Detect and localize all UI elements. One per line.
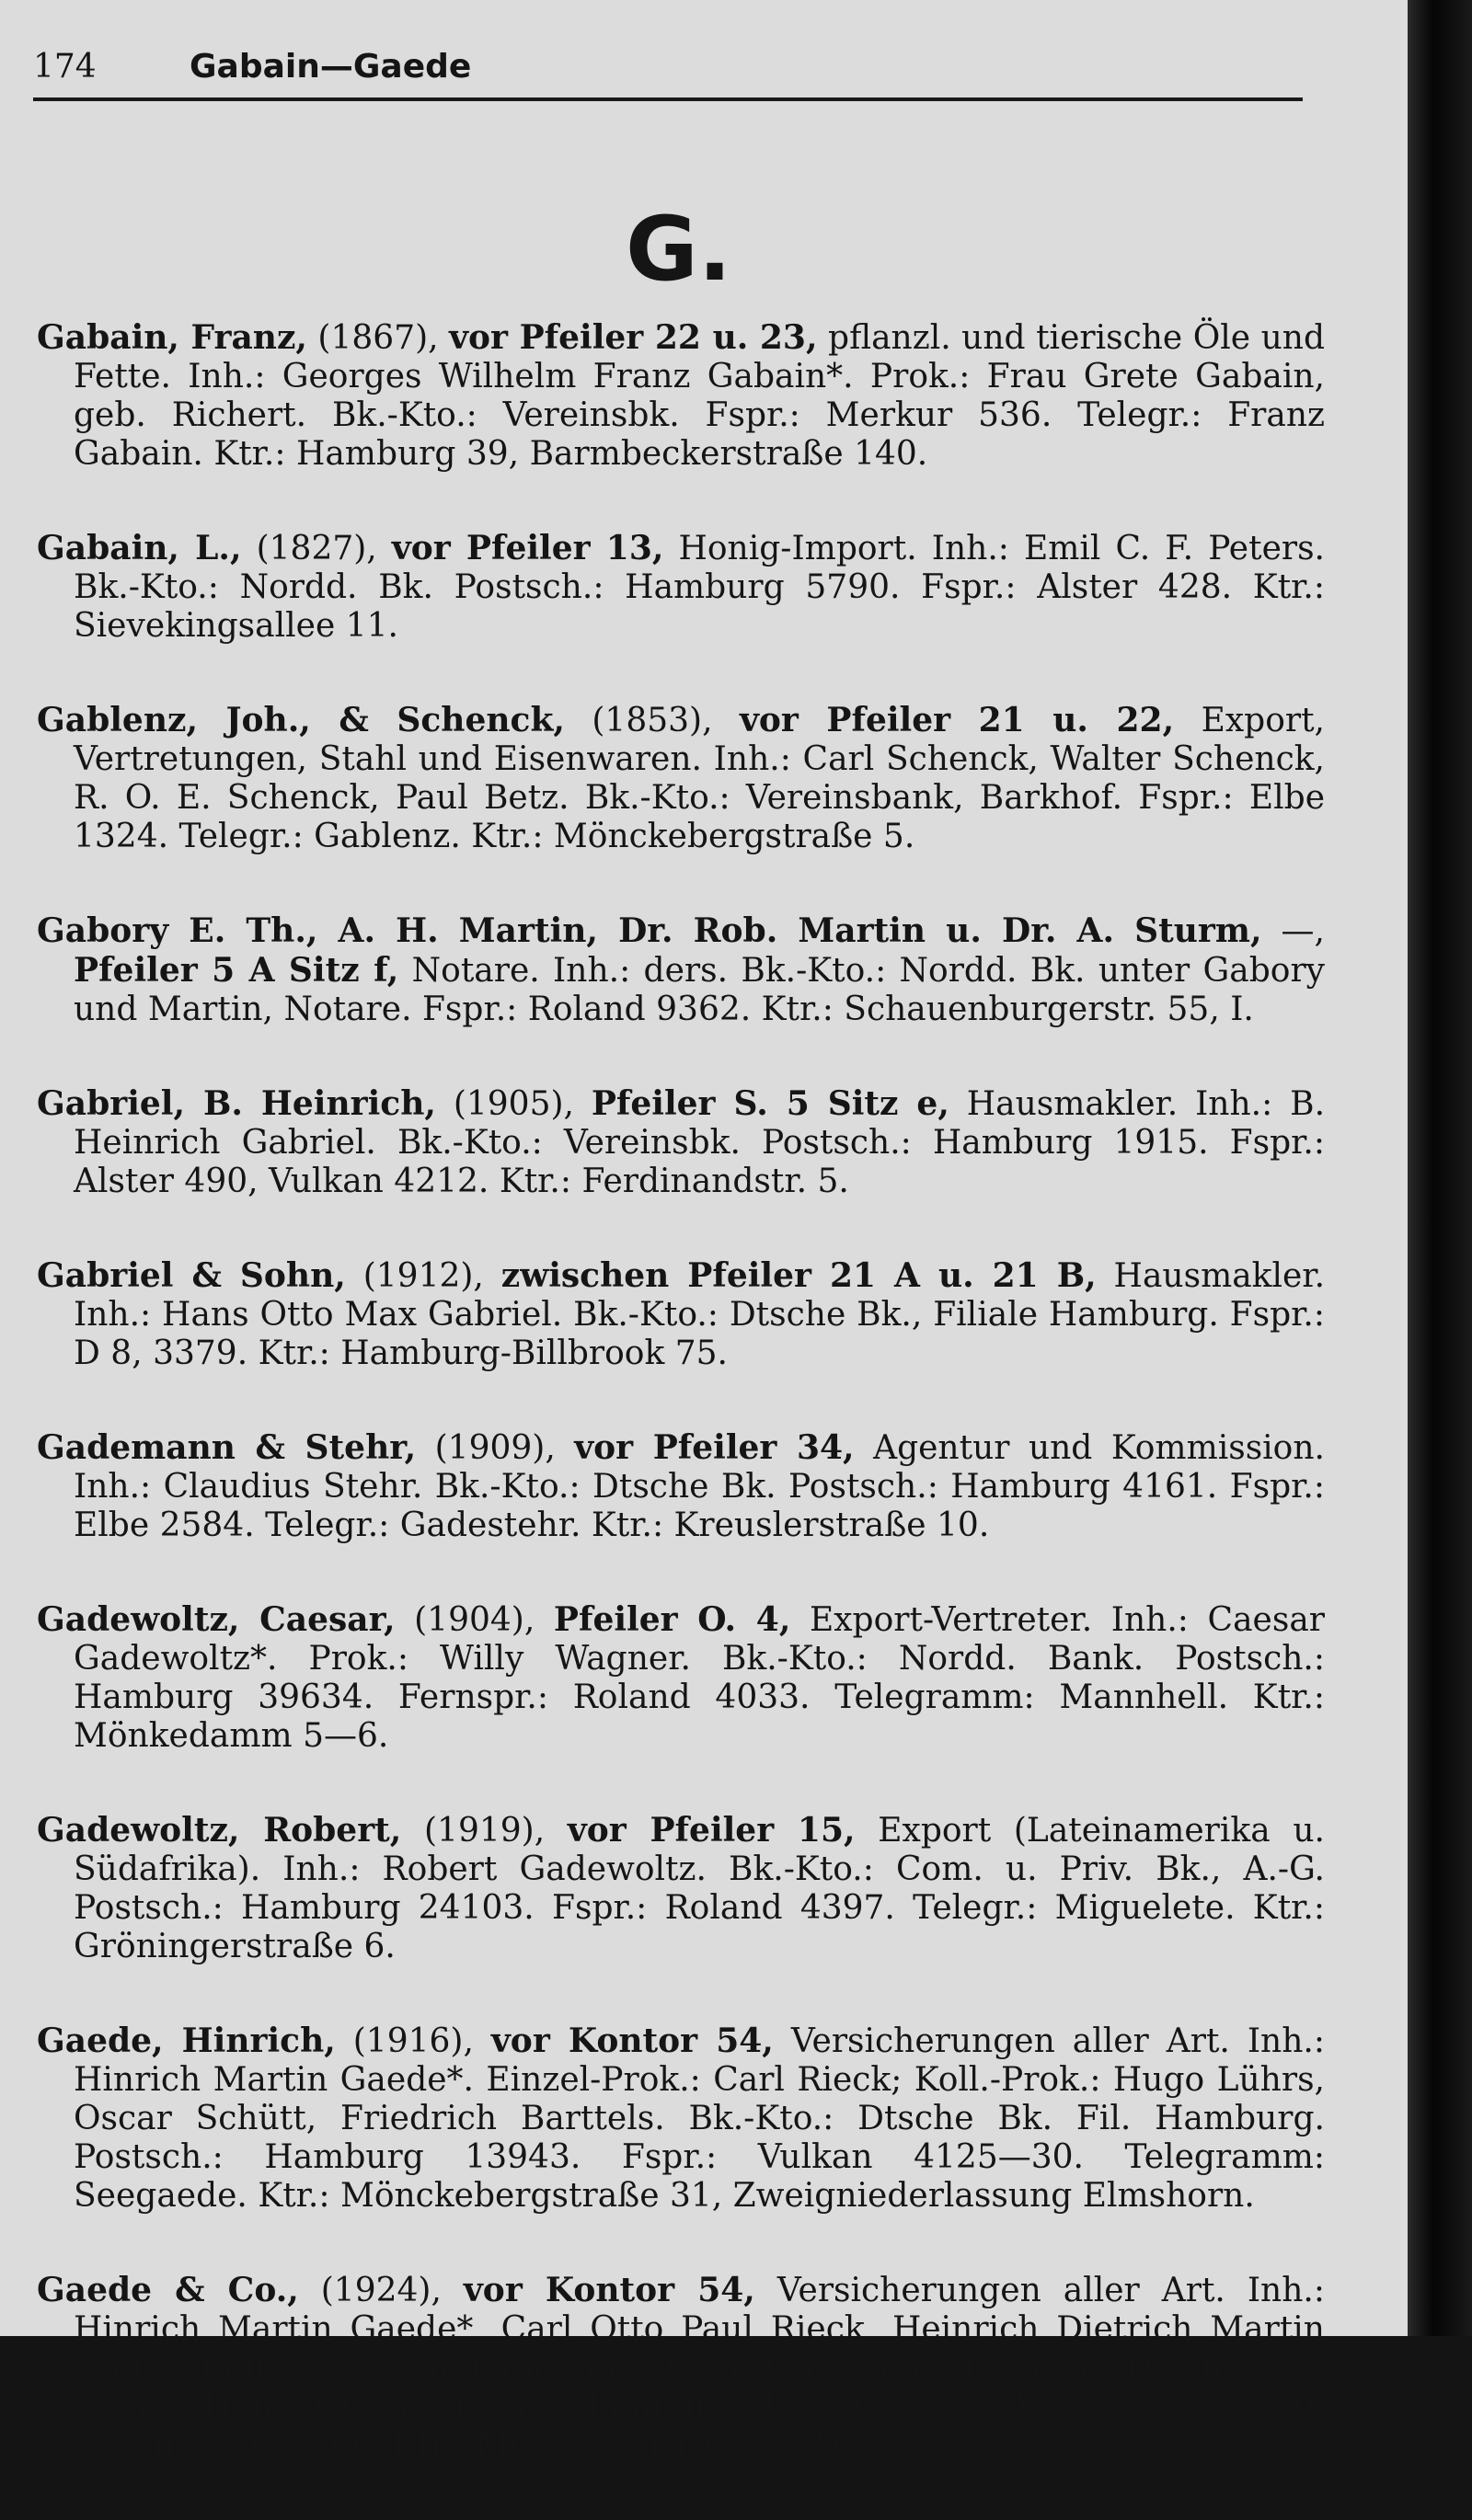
directory-entry [37,1811,1325,1966]
entry-name: Gabory E. Th., A. H. Martin, Dr. Rob. Martin u. Dr. A. Sturm, [37,911,1262,950]
entry-name: Gademann & Stehr, [37,1428,417,1467]
entry-details: Hausmakler. Inh.: B. Heinrich Gabriel. Bk.-Kto.: Vereinsbk. Postsch.: Hamburg 1915. Fspr.: Alster 490, Vulkan 4212. Ktr.: Ferdinandstr. 5. [74,1085,1326,1200]
entry-name: Gaede & Co., [37,2271,299,2309]
entry-details: Versicherungen aller Art. Inh.: Hinrich Martin Gaede*. Einzel-Prok.: Carl Rieck; Koll.-Prok.: Hugo Lührs, Oscar Schütt, Friedrich Barttels. Bk.-Kto.: Dtsche Bk. Fil. Hamburg. Postsch.: Hamburg 13943. Fspr.: Vulkan 4125—30. Telegramm: Seegaede. Ktr.: Mönckebergstraße 31, Zweigniederlassung Elmshorn. [74,2022,1325,2215]
section-letter: G. [626,198,732,301]
running-title: Gabain—Gaede [190,48,472,86]
entry-name: Gabriel, B. Heinrich, [37,1084,436,1123]
directory-entry [37,1084,1325,1201]
book-spine-shadow [1408,0,1472,2336]
entry-name: Gabriel & Sohn, [37,1256,346,1295]
entry-location: vor Kontor 54, [490,2022,774,2060]
page-number: 174 [33,48,97,86]
entry-year: (1905), [435,1085,592,1123]
directory-entry [37,529,1325,646]
entry-location: vor Pfeiler 34, [574,1428,855,1467]
entry-details: Export (Lateinamerika u. Südafrika). Inh.: Robert Gadewoltz. Bk.-Kto.: Com. u. Priv. Bk., A.-G. Postsch.: Hamburg 24103. Fspr.: Roland 4397. Telegr.: Miguelete. Ktr.: Gröningerstraße 6. [74,1812,1325,1965]
entry-location: Pfeiler S. 5 Sitz e, [591,1084,949,1123]
entry-year: (1827), [241,530,392,567]
directory-entry [37,2022,1325,2216]
entry-location: vor Pfeiler 15, [567,1811,856,1850]
entry-details: Export, Vertretungen, Stahl und Eisenwaren. Inh.: Carl Schenck, Walter Schenck, R. O. E. Schenck, Paul Betz. Bk.-Kto.: Vereinsbank, Barkhof. Fspr.: Elbe 1324. Telegr.: Gablenz. Ktr.: Mönckebergstraße 5. [74,702,1325,855]
entry-location: Pfeiler O. 4, [553,1600,791,1639]
entry-name: Gaede, Hinrich, [37,2022,336,2060]
entry-location: Pfeiler 5 A Sitz f, [74,951,399,990]
entry-year: (1853), [564,702,740,739]
entry-year: (1912), [345,1257,501,1295]
entry-location: vor Kontor 54, [463,2271,755,2309]
entry-details: Notare. Inh.: ders. Bk.-Kto.: Nordd. Bk. unter Gabory und Martin, Notare. Fspr.: Roland 9362. Ktr.: Schauenburgerstr. 55, I. [74,952,1325,1028]
entry-details: Agentur und Kommission. Inh.: Claudius Stehr. Bk.-Kto.: Dtsche Bk. Postsch.: Hamburg 4161. Fspr.: Elbe 2584. Telegr.: Gadestehr. Ktr.: Kreuslerstraße 10. [74,1429,1325,1544]
entry-details: Versicherungen aller Art. Inh.: Hinrich Martin Gaede*, Carl Otto Paul Rieck, Heinrich Dietrich Martin Pralle. Koll.-Prok.: Emil Richter, Oscar Warnstedt. Bk.-Kto.: Dtsche Bk., Filiale Hamburg. Postsch.: Hamburg 47879. Fspr.: Vulkan 4125—30. Telegr.: Seegaede. Ktr.: Mönckebergstraße 31. [74,2272,1325,2464]
directory-entry [37,318,1325,474]
entry-location: vor Pfeiler 21 u. 22, [739,701,1175,739]
entry-details: pflanzl. und tierische Öle und Fette. Inh.: Georges Wilhelm Franz Gabain*. Prok.: Frau Grete Gabain, geb. Richert. Bk.-Kto.: Vereinsbk. Fspr.: Merkur 536. Telegr.: Franz Gabain. Ktr.: Hamburg 39, Barmbeckerstraße 140. [74,319,1325,473]
entry-year: (1867), [306,319,450,357]
entry-location: vor Pfeiler 22 u. 23, [449,318,818,357]
directory-entry [37,1256,1325,1373]
entry-details: Honig-Import. Inh.: Emil C. F. Peters. Bk.-Kto.: Nordd. Bk. Postsch.: Hamburg 5790. Fspr.: Alster 428. Ktr.: Sievekingsallee 11. [74,530,1326,645]
entry-year: —, [1261,912,1325,950]
entry-name: Gadewoltz, Caesar, [37,1600,396,1639]
directory-entry [37,2271,1325,2465]
page-header [33,48,1303,101]
entry-details: Hausmakler. Inh.: Hans Otto Max Gabriel. Bk.-Kto.: Dtsche Bk., Filiale Hamburg. Fspr.: D 8, 3379. Ktr.: Hamburg-Billbrook 75. [74,1257,1326,1372]
directory-entry [37,701,1325,856]
entry-year: (1924), [298,2272,464,2309]
entry-year: (1919), [401,1812,568,1850]
directory-entry [37,911,1325,1029]
entry-year: (1904), [395,1601,554,1639]
entry-location: vor Pfeiler 13, [391,529,664,567]
entry-details: Export-Vertreter. Inh.: Caesar Gadewoltz*. Prok.: Willy Wagner. Bk.-Kto.: Nordd. Bank. Postsch.: Hamburg 39634. Fernspr.: Roland 4033. Telegramm: Mannhell. Ktr.: Mönkedamm 5—6. [74,1601,1325,1755]
entry-location: zwischen Pfeiler 21 A u. 21 B, [500,1256,1097,1295]
entry-name: Gablenz, Joh., & Schenck, [37,701,565,739]
entry-year: (1909), [416,1429,575,1467]
entry-name: Gadewoltz, Robert, [37,1811,402,1850]
entry-name: Gabain, Franz, [37,318,307,357]
entry-name: Gabain, L., [37,529,242,567]
directory-entry [37,1600,1325,1756]
entry-year: (1916), [335,2022,491,2060]
directory-entries [37,285,1325,2520]
directory-entry [37,1428,1325,1545]
